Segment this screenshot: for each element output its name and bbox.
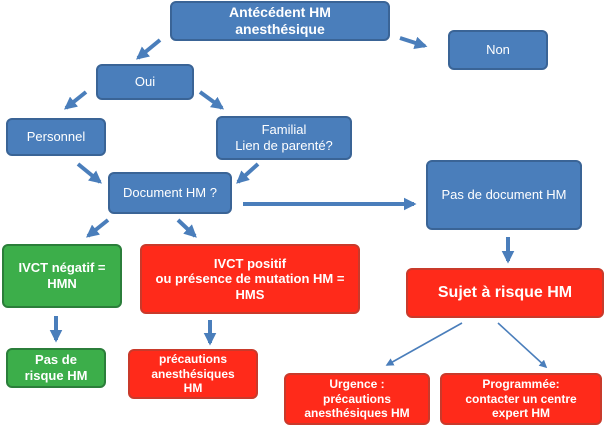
arrow-sujetrisque-urgence [387, 323, 462, 365]
arrow-document-ivctnegatif [88, 220, 108, 236]
pas-de-document-node: Pas de document HM [426, 160, 582, 230]
oui-node: Oui [96, 64, 194, 100]
arrow-oui-familial [200, 92, 222, 108]
arrow-oui-personnel [66, 92, 86, 108]
arrow-familial-document [238, 164, 258, 182]
non-node: Non [448, 30, 548, 70]
arrow-sujetrisque-programmee [498, 323, 546, 367]
arrow-document-ivctpositif [178, 220, 195, 236]
personnel-node: Personnel [6, 118, 106, 156]
arrow-personnel-document [78, 164, 100, 182]
arrow-antecedent-oui [138, 40, 160, 58]
sujet-a-risque-node: Sujet à risque HM [406, 268, 604, 318]
urgence-node: Urgence : précautions anesthésiques HM [284, 373, 430, 425]
familial-node: Familial Lien de parenté? [216, 116, 352, 160]
programmee-node: Programmée: contacter un centre expert HM [440, 373, 602, 425]
arrow-antecedent-non [400, 38, 425, 46]
precautions-anesthesiques-node: précautions anesthésiques HM [128, 349, 258, 399]
ivct-positif-node: IVCT positif ou présence de mutation HM = HMS [140, 244, 360, 314]
document-hm-node: Document HM ? [108, 172, 232, 214]
pas-de-risque-node: Pas de risque HM [6, 348, 106, 388]
antecedent-hm-node: Antécédent HM anesthésique [170, 1, 390, 41]
ivct-negatif-node: IVCT négatif = HMN [2, 244, 122, 308]
